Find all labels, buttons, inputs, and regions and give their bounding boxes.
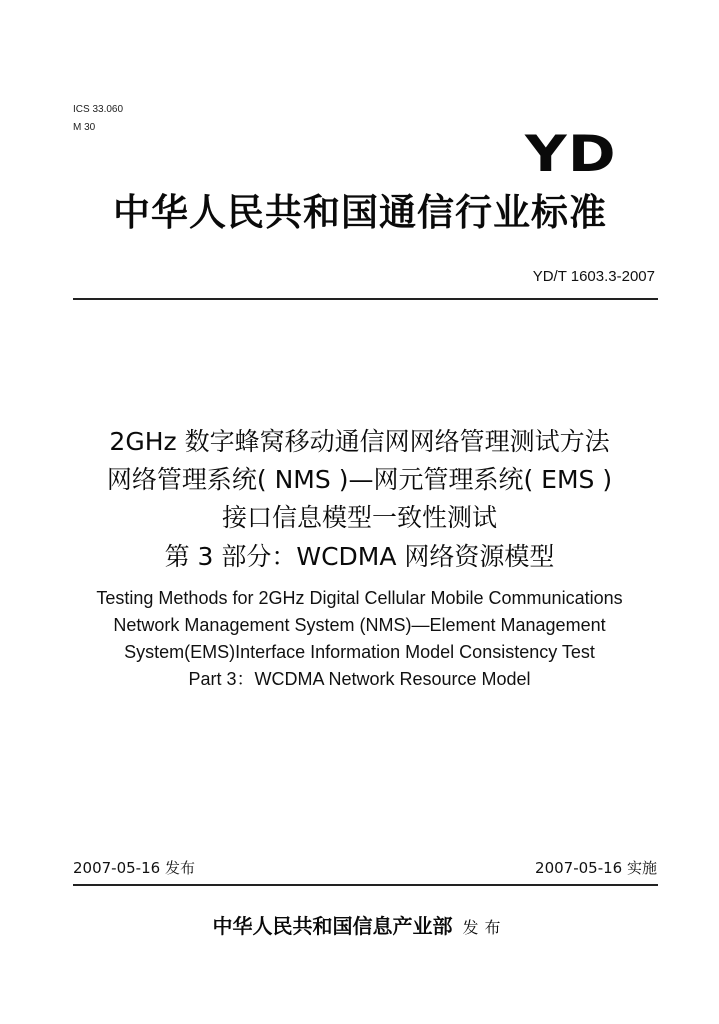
issue-date: 2007-05-16 发布 <box>73 859 195 877</box>
standard-number: YD/T 1603.3-2007 <box>532 268 655 285</box>
implementation-date: 2007-05-16 实施 <box>535 859 657 877</box>
title-en-line-1: Testing Methods for 2GHz Digital Cellular Mobile Communications <box>96 588 623 608</box>
title-zh-line-4: 第 3 部分：WCDMA 网络资源模型 <box>164 542 555 571</box>
ics-code: ICS 33.060 <box>73 104 124 115</box>
title-zh-line-1: 2GHz 数字蜂窝移动通信网网络管理测试方法 <box>109 427 610 456</box>
title-zh-line-3: 接口信息模型一致性测试 <box>221 503 497 532</box>
title-zh-line-2: 网络管理系统( NMS )—网元管理系统( EMS ) <box>106 465 613 494</box>
issuer-name: 中华人民共和国信息产业部 <box>212 914 453 938</box>
issuer-line <box>20 913 699 941</box>
title-en-line-2: Network Management System (NMS)—Element Management <box>113 615 606 635</box>
yd-logo: YD <box>525 125 617 183</box>
title-en-line-4: Part 3：WCDMA Network Resource Model <box>188 669 531 689</box>
title-en-line-3: System(EMS)Interface Information Model Consistency Test <box>124 642 595 662</box>
classification-code: M 30 <box>73 122 96 133</box>
top-divider <box>73 298 658 300</box>
bottom-divider <box>73 884 658 886</box>
issuer-action: 发布 <box>462 918 507 937</box>
standard-category-title: 中华人民共和国通信行业标准 <box>113 191 607 234</box>
